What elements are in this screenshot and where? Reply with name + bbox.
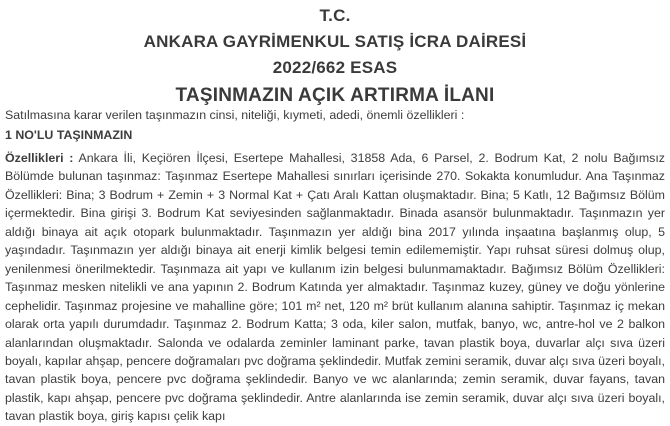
features-text: Ankara İli, Keçiören İlçesi, Esertepe Mahallesi, 31858 Ada, 6 Parsel, 2. Bodrum Kat, 2 nolu Bağımsız Bölümde bulunan taşınmaz: Taşınmaz Esertepe Mahallesi sınırları içerisinde 270. Sokakta konumludur. Ana Taşınmaz Özellikleri: Bina; 3 Bodrum + Zemin + 3 Normal Kat + Çatı Aralı Kattan oluşmaktadır. Bina; 5 Katlı, 12 Bağımsız Bölüm içermektedir. Bina girişi 3. Bodrum Kat seviyesinden sağlanmaktadır. Binada asansör bulunmaktadır. Taşınmazın yer aldığı binaya ait açık otopark bulunmaktadır. Taşınmazın yer aldığı bina 2017 yılında inşaatına başlanmış olup, 5 yaşındadır. Taşınmazın yer aldığı binaya ait enerji kimlik belgesi temin edilememiştir. Yapı ruhsat süresi dolmuş olup, yenilenmesi önerilmektedir. Taşınmaza ait yapı ve kullanım izin belgesi bulunmamaktadır. Bağımsız Bölüm Özellikleri: Taşınmaz mesken nitelikli ve ana yapının 2. Bodrum Katında yer almaktadır. Taşınmaz kuzey, güney ve doğu yönlerine cephelidir. Taşınmaz projesine ve mahalline göre; 101 m² net, 120 m² brüt kullanım alanına sahiptir. Taşınmaz iç mekan olarak orta yapılı durumdadır. Taşınmaz 2. Bodrum Katta; 3 oda, kiler salon, mutfak, banyo, wc, antre-hol ve 2 balkon alanlarından oluşmaktadır. Salonda ve odalarda zeminler laminant parke, tavan plastik boya, duvarlar alçı sıva üzeri boyalı, kapılar ahşap, pencere doğramaları pvc doğrama şeklindedir. Mutfak zemini seramik, duvar alçı sıva üzeri boyalı, tavan plastik boya, pencere pvc doğrama şeklindedir. Banyo ve wc alanlarında; zemin seramik, duvar fayans, tavan plastik, kapı ahşap, pencere pvc doğrama şeklindedir. Antre alanlarında ise zemin seramik, duvar alçı sıva üzeri boyalı, tavan plastik boya, giriş kapısı çelik kapı xyxy=(5,151,665,424)
header-case-number: 2022/662 ESAS xyxy=(272,58,398,77)
intro-text: Satılmasına karar verilen taşınmazın cinsi, niteliği, kıymeti, adedi, önemli özellikleri : xyxy=(5,108,465,122)
features-label: Özellikleri : xyxy=(5,151,74,165)
header-announcement-title: TAŞINMAZIN AÇIK ARTIRMA İLANI xyxy=(175,85,495,106)
property-features-paragraph xyxy=(5,149,665,426)
header-office-name: ANKARA GAYRİMENKUL SATIŞ İCRA DAİRESİ xyxy=(143,32,527,51)
document-header xyxy=(0,3,670,110)
header-republic: T.C. xyxy=(319,6,351,25)
property-section-title: 1 NO'LU TAŞINMAZIN xyxy=(5,128,133,142)
